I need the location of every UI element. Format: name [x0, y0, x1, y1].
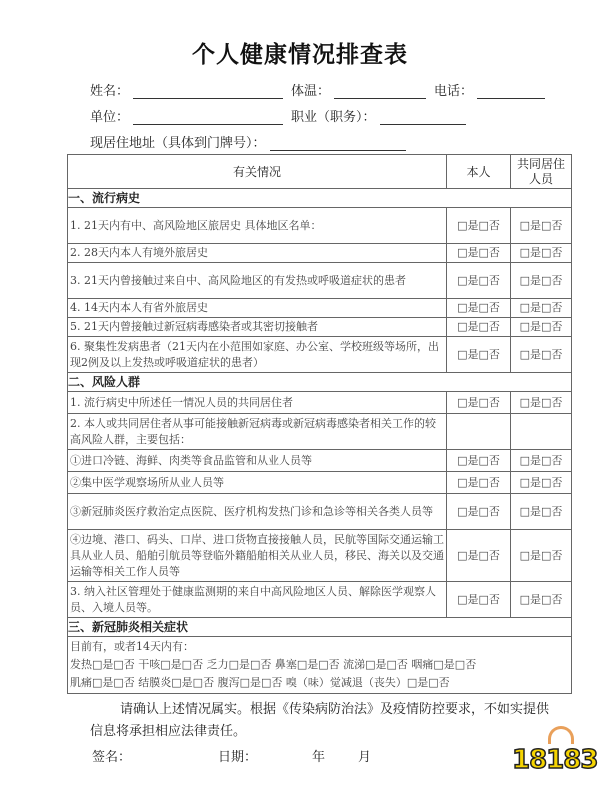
- self-yes-no-checkbox[interactable]: □是□否: [447, 299, 511, 318]
- question: ③新冠肺炎医疗救治定点医院、医疗机构发热门诊和急诊等相关各类人员等: [68, 494, 447, 530]
- self-yes-no-checkbox[interactable]: □是□否: [447, 494, 511, 530]
- question: 1. 21天内有中、高风险地区旅居史 具体地区名单：: [68, 208, 447, 244]
- phone-label: 电话：: [434, 84, 474, 99]
- info-row-3: [90, 132, 414, 151]
- cohab-yes-no-checkbox[interactable]: □是□否: [511, 208, 572, 244]
- cohab-yes-no-checkbox[interactable]: □是□否: [511, 530, 572, 582]
- question: ②集中医学观察场所从业人员等: [68, 472, 447, 494]
- question: 5. 21天内曾接触过新冠病毒感染者或其密切接触者: [68, 318, 447, 337]
- section-title: 二、风险人群: [68, 373, 572, 392]
- cohab-yes-no-checkbox[interactable]: □是□否: [511, 472, 572, 494]
- address-label: 现居住地址（具体到门牌号）：: [90, 136, 266, 151]
- question: 4. 14天内本人有省外旅居史: [68, 299, 447, 318]
- col-header-situation: 有关情况: [68, 155, 447, 189]
- cohab-yes-no-checkbox[interactable]: □是□否: [511, 318, 572, 337]
- self-yes-no-checkbox[interactable]: □是□否: [447, 244, 511, 263]
- col-header-cohabitants: 共同居住人员: [511, 155, 572, 189]
- date-label: 日期：: [218, 750, 258, 765]
- month-label: 月: [358, 750, 372, 765]
- cohab-yes-no-checkbox[interactable]: □是□否: [511, 263, 572, 299]
- cohab-yes-no-checkbox[interactable]: □是□否: [511, 582, 572, 618]
- address-field[interactable]: [270, 137, 406, 151]
- unit-label: 单位：: [90, 110, 130, 125]
- empty-cell: [447, 414, 511, 450]
- question: 3. 纳入社区管理处于健康监测期的来自中高风险地区人员、解除医学观察人员、入境人员等。: [68, 582, 447, 618]
- watermark-logo: 18183: [512, 745, 598, 775]
- self-yes-no-checkbox[interactable]: □是□否: [447, 450, 511, 472]
- self-yes-no-checkbox[interactable]: □是□否: [447, 530, 511, 582]
- empty-cell: [511, 414, 572, 450]
- col-header-self: 本人: [447, 155, 511, 189]
- signature-label: 签名：: [92, 750, 132, 765]
- page-title: 个人健康情况排查表: [192, 41, 408, 68]
- name-label: 姓名：: [90, 84, 130, 99]
- section-title: 三、新冠肺炎相关症状: [68, 618, 572, 637]
- question: ④边境、港口、码头、口岸、进口货物直接接触人员，民航等国际交通运输工具从业人员、船舶引航员等登临外籍船舶相关从业人员，移民、海关以及交通运输等相关工作人员等: [68, 530, 447, 582]
- name-field[interactable]: [133, 85, 283, 99]
- cohab-yes-no-checkbox[interactable]: □是□否: [511, 450, 572, 472]
- symptoms-line-1[interactable]: 发热□是□否 干咳□是□否 乏力□是□否 鼻塞□是□否 流涕□是□否 咽痛□是□否: [70, 658, 477, 671]
- self-yes-no-checkbox[interactable]: □是□否: [447, 337, 511, 373]
- job-label: 职业（职务）：: [291, 110, 376, 125]
- self-yes-no-checkbox[interactable]: □是□否: [447, 392, 511, 414]
- section-title: 一、流行病史: [68, 189, 572, 208]
- question: ①进口冷链、海鲜、肉类等食品监管和从业人员等: [68, 450, 447, 472]
- phone-field[interactable]: [477, 85, 545, 99]
- self-yes-no-checkbox[interactable]: □是□否: [447, 318, 511, 337]
- year-label: 年: [312, 750, 326, 765]
- cohab-yes-no-checkbox[interactable]: □是□否: [511, 337, 572, 373]
- symptoms-cell: [68, 637, 572, 694]
- cohab-yes-no-checkbox[interactable]: □是□否: [511, 244, 572, 263]
- cohab-yes-no-checkbox[interactable]: □是□否: [511, 299, 572, 318]
- symptoms-intro: 目前有，或者14天内有：: [70, 640, 194, 653]
- question: 6. 聚集性发病患者（21天内在小范围如家庭、办公室、学校班级等场所，出现2例及以上发热或呼吸道症状的患者）: [68, 337, 447, 373]
- self-yes-no-checkbox[interactable]: □是□否: [447, 582, 511, 618]
- question: 2. 本人或共同居住者从事可能接触新冠病毒或新冠病毒感染者相关工作的较高风险人群，主要包括：: [68, 414, 447, 450]
- cohab-yes-no-checkbox[interactable]: □是□否: [511, 494, 572, 530]
- symptoms-line-2[interactable]: 肌痛□是□否 结膜炎□是□否 腹泻□是□否 嗅（味）觉减退（丧失）□是□否: [70, 676, 450, 689]
- question: 3. 21天内曾接触过来自中、高风险地区的有发热或呼吸道症状的患者: [68, 263, 447, 299]
- temp-field[interactable]: [334, 85, 426, 99]
- self-yes-no-checkbox[interactable]: □是□否: [447, 472, 511, 494]
- question: 2. 28天内本人有境外旅居史: [68, 244, 447, 263]
- declaration-note: 请确认上述情况属实。根据《传染病防治法》及疫情防控要求，不如实提供信息将承担相应法律责任。: [90, 702, 550, 739]
- job-field[interactable]: [380, 111, 466, 125]
- health-check-table: [67, 154, 572, 694]
- temp-label: 体温：: [291, 84, 331, 99]
- info-row-1: [90, 80, 553, 99]
- self-yes-no-checkbox[interactable]: □是□否: [447, 208, 511, 244]
- logo-sun-icon: [548, 726, 574, 744]
- question: 1. 流行病史中所述任一情况人员的共同居住者: [68, 392, 447, 414]
- info-row-2: [90, 106, 474, 125]
- unit-field[interactable]: [133, 111, 283, 125]
- self-yes-no-checkbox[interactable]: □是□否: [447, 263, 511, 299]
- cohab-yes-no-checkbox[interactable]: □是□否: [511, 392, 572, 414]
